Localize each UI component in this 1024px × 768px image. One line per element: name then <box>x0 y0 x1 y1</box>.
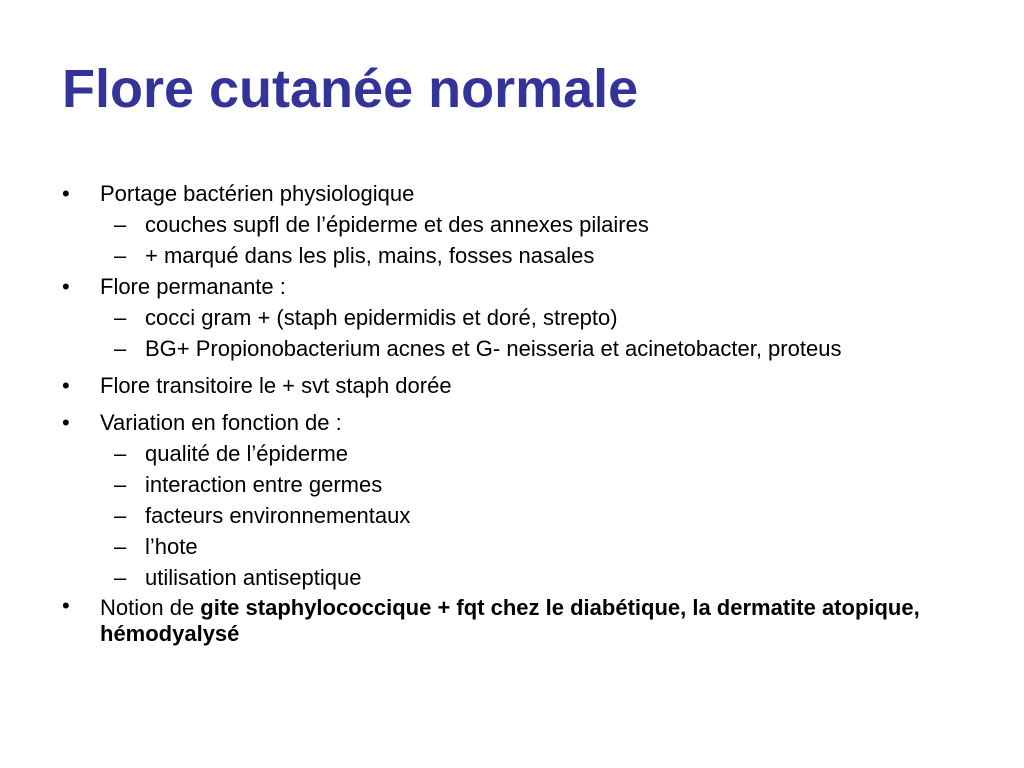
sub-bullet-text: interaction entre germes <box>145 472 383 497</box>
bullet-item <box>62 271 962 302</box>
sub-bullet-item <box>62 500 962 531</box>
bullet-text-bold: gite staphylococcique + fqt chez le diabétique, la dermatite atopique, hémodyalysé <box>100 595 920 646</box>
bullet-text-prefix: Notion de <box>100 595 201 620</box>
bullet-text: Flore transitoire le + svt staph dorée <box>100 373 452 398</box>
sub-bullet-item <box>62 333 962 364</box>
sub-bullet-text: l’hote <box>145 534 198 559</box>
bullet-text: Variation en fonction de : <box>100 410 342 435</box>
bullet-marker: • <box>62 410 70 435</box>
sub-bullet-text: couches supfl de l’épiderme et des annexes pilaires <box>145 212 649 237</box>
bullet-text: Flore permanante : <box>100 274 286 299</box>
bullet-list <box>62 178 962 647</box>
sub-bullet-marker: – <box>114 336 127 361</box>
bullet-item <box>62 593 962 647</box>
sub-bullet-marker: – <box>114 305 127 330</box>
sub-bullet-item <box>62 469 962 500</box>
sub-bullet-item <box>62 302 962 333</box>
sub-bullet-text: BG+ Propionobacterium acnes et G- neisseria et acinetobacter, proteus <box>145 336 842 361</box>
bullet-marker: • <box>62 373 70 398</box>
bullet-item <box>62 370 962 401</box>
sub-bullet-marker: – <box>114 472 127 497</box>
sub-bullet-marker: – <box>114 441 127 466</box>
sub-bullet-marker: – <box>114 534 127 559</box>
sub-bullet-item <box>62 240 962 271</box>
bullet-marker: • <box>62 593 70 618</box>
bullet-item <box>62 407 962 438</box>
sub-bullet-marker: – <box>114 212 127 237</box>
sub-bullet-text: qualité de l’épiderme <box>145 441 349 466</box>
slide-title: Flore cutanée normale <box>62 59 639 119</box>
sub-bullet-item <box>62 209 962 240</box>
sub-bullet-item <box>62 438 962 469</box>
sub-bullet-item <box>62 562 962 593</box>
sub-bullet-item <box>62 531 962 562</box>
bullet-text: Portage bactérien physiologique <box>100 181 415 206</box>
sub-bullet-marker: – <box>114 503 127 528</box>
sub-bullet-text: + marqué dans les plis, mains, fosses nasales <box>145 243 595 268</box>
bullet-marker: • <box>62 274 70 299</box>
sub-bullet-text: facteurs environnementaux <box>145 503 411 528</box>
bullet-item <box>62 178 962 209</box>
sub-bullet-marker: – <box>114 243 127 268</box>
sub-bullet-marker: – <box>114 565 127 590</box>
bullet-marker: • <box>62 181 70 206</box>
sub-bullet-text: utilisation antiseptique <box>145 565 362 590</box>
sub-bullet-text: cocci gram + (staph epidermidis et doré, strepto) <box>145 305 618 330</box>
